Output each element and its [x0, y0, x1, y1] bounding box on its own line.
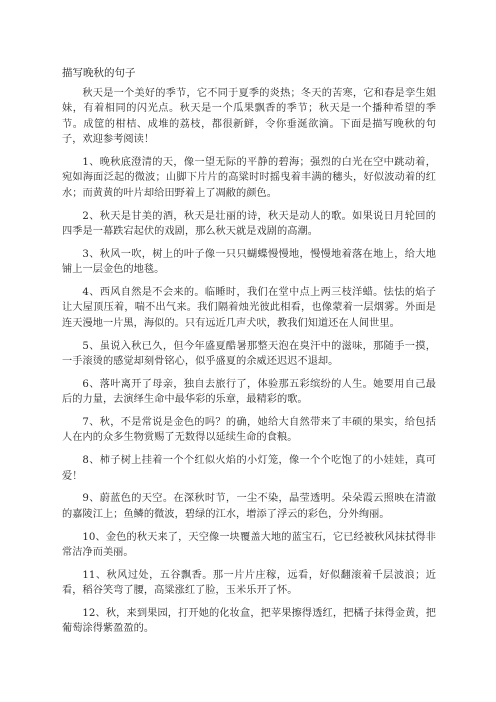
sentence-paragraph: 3、秋风一吹，树上的叶子像一只只蝴蝶慢慢地，慢慢地着落在地上，给大地铺上一层金色的地毯。 — [62, 248, 436, 276]
sentence-paragraph: 12、秋，来到果园，打开她的化妆盒，把苹果擦得透红，把橘子抹得金黄，把葡萄涂得紫盈盈的。 — [62, 608, 436, 635]
sentence-paragraph: 2、秋天是甘美的酒，秋天是壮丽的诗，秋天是动人的歌。如果说日月轮回的四季是一幕跌宕起伏的戏剧，那么秋天就是戏剧的高潮。 — [62, 210, 436, 238]
sentence-paragraph: 1、晚秋底澄清的天，像一望无际的平静的碧海；强烈的白光在空中跳动着，宛如海面泛起的微波；山脚下片片的高粱时时摇曳着丰满的穗头，好似波动着的红水；而黄黄的叶片却给田野着上了凋敝的颜色。 — [62, 157, 436, 199]
sentence-paragraph: 7、秋，不是常说是金色的吗？的确，她给大自然带来了丰硕的果实，给包括人在内的众多生物赏赐了无数得以延续生命的食粮。 — [62, 417, 436, 444]
sentence-paragraph: 5、虽说入秋已久，但今年盛夏酷暑那整天泡在臭汗中的滋味，那随手一摸，一手滚烫的感觉却刻骨铭心，似乎盛夏的余威还迟迟不退却。 — [62, 340, 436, 368]
sentence-paragraph: 10、金色的秋天来了，天空像一块覆盖大地的蓝宝石，它已经被秋风抹拭得非常洁净而美丽。 — [62, 531, 436, 559]
intro-paragraph: 秋天是一个美好的季节，它不同于夏季的炎热；冬天的苦寒，它和春是孪生姐妹，有着相同的闪光点。秋天是一个瓜果飘香的季节；秋天是一个播种希望的季节。成筐的柑桔、成堆的荔枝，都很新鲜，令你垂涎欲滴。下面是描写晚秋的句子，欢迎参考阅读！ — [62, 88, 436, 146]
sentence-paragraph: 11、秋风过处，五谷飘香。那一片片庄稼，远看，好似翻滚着千层波浪；近看，稻谷笑弯了腰，高粱涨红了脸，玉米乐开了怀。 — [62, 569, 436, 597]
sentence-paragraph: 6、落叶离开了母亲，独自去旅行了，体验那五彩缤纷的人生。她要用自己最后的力量，去演绎生命中最华彩的乐章，最精彩的歌。 — [62, 378, 436, 406]
document-title: 描写晚秋的句子 — [62, 67, 136, 79]
sentence-paragraph: 4、西风自然是不会来的。临睡时，我们在堂中点上两三枝洋蜡。怯怯的焰子让大屋顶压着，喘不出气来。我们隔着烛光彼此相看，也像蒙着一层烟雾。外面是连天漫地一片黑，海似的。只有远近几声犬吠，教我们知道还在人间世里。 — [62, 287, 436, 329]
sentence-paragraph: 9、蔚蓝色的天空。在深秋时节，一尘不染，晶莹透明。朵朵霞云照映在清澈的嘉陵江上；鱼鳞的微波，碧绿的江水，增添了浮云的彩色，分外绚丽。 — [62, 493, 436, 520]
document-body — [62, 86, 436, 644]
sentence-paragraph: 8、柿子树上挂着一个个红似火焰的小灯笼，像一个个吃饱了的小娃娃，真可爱！ — [62, 455, 436, 482]
